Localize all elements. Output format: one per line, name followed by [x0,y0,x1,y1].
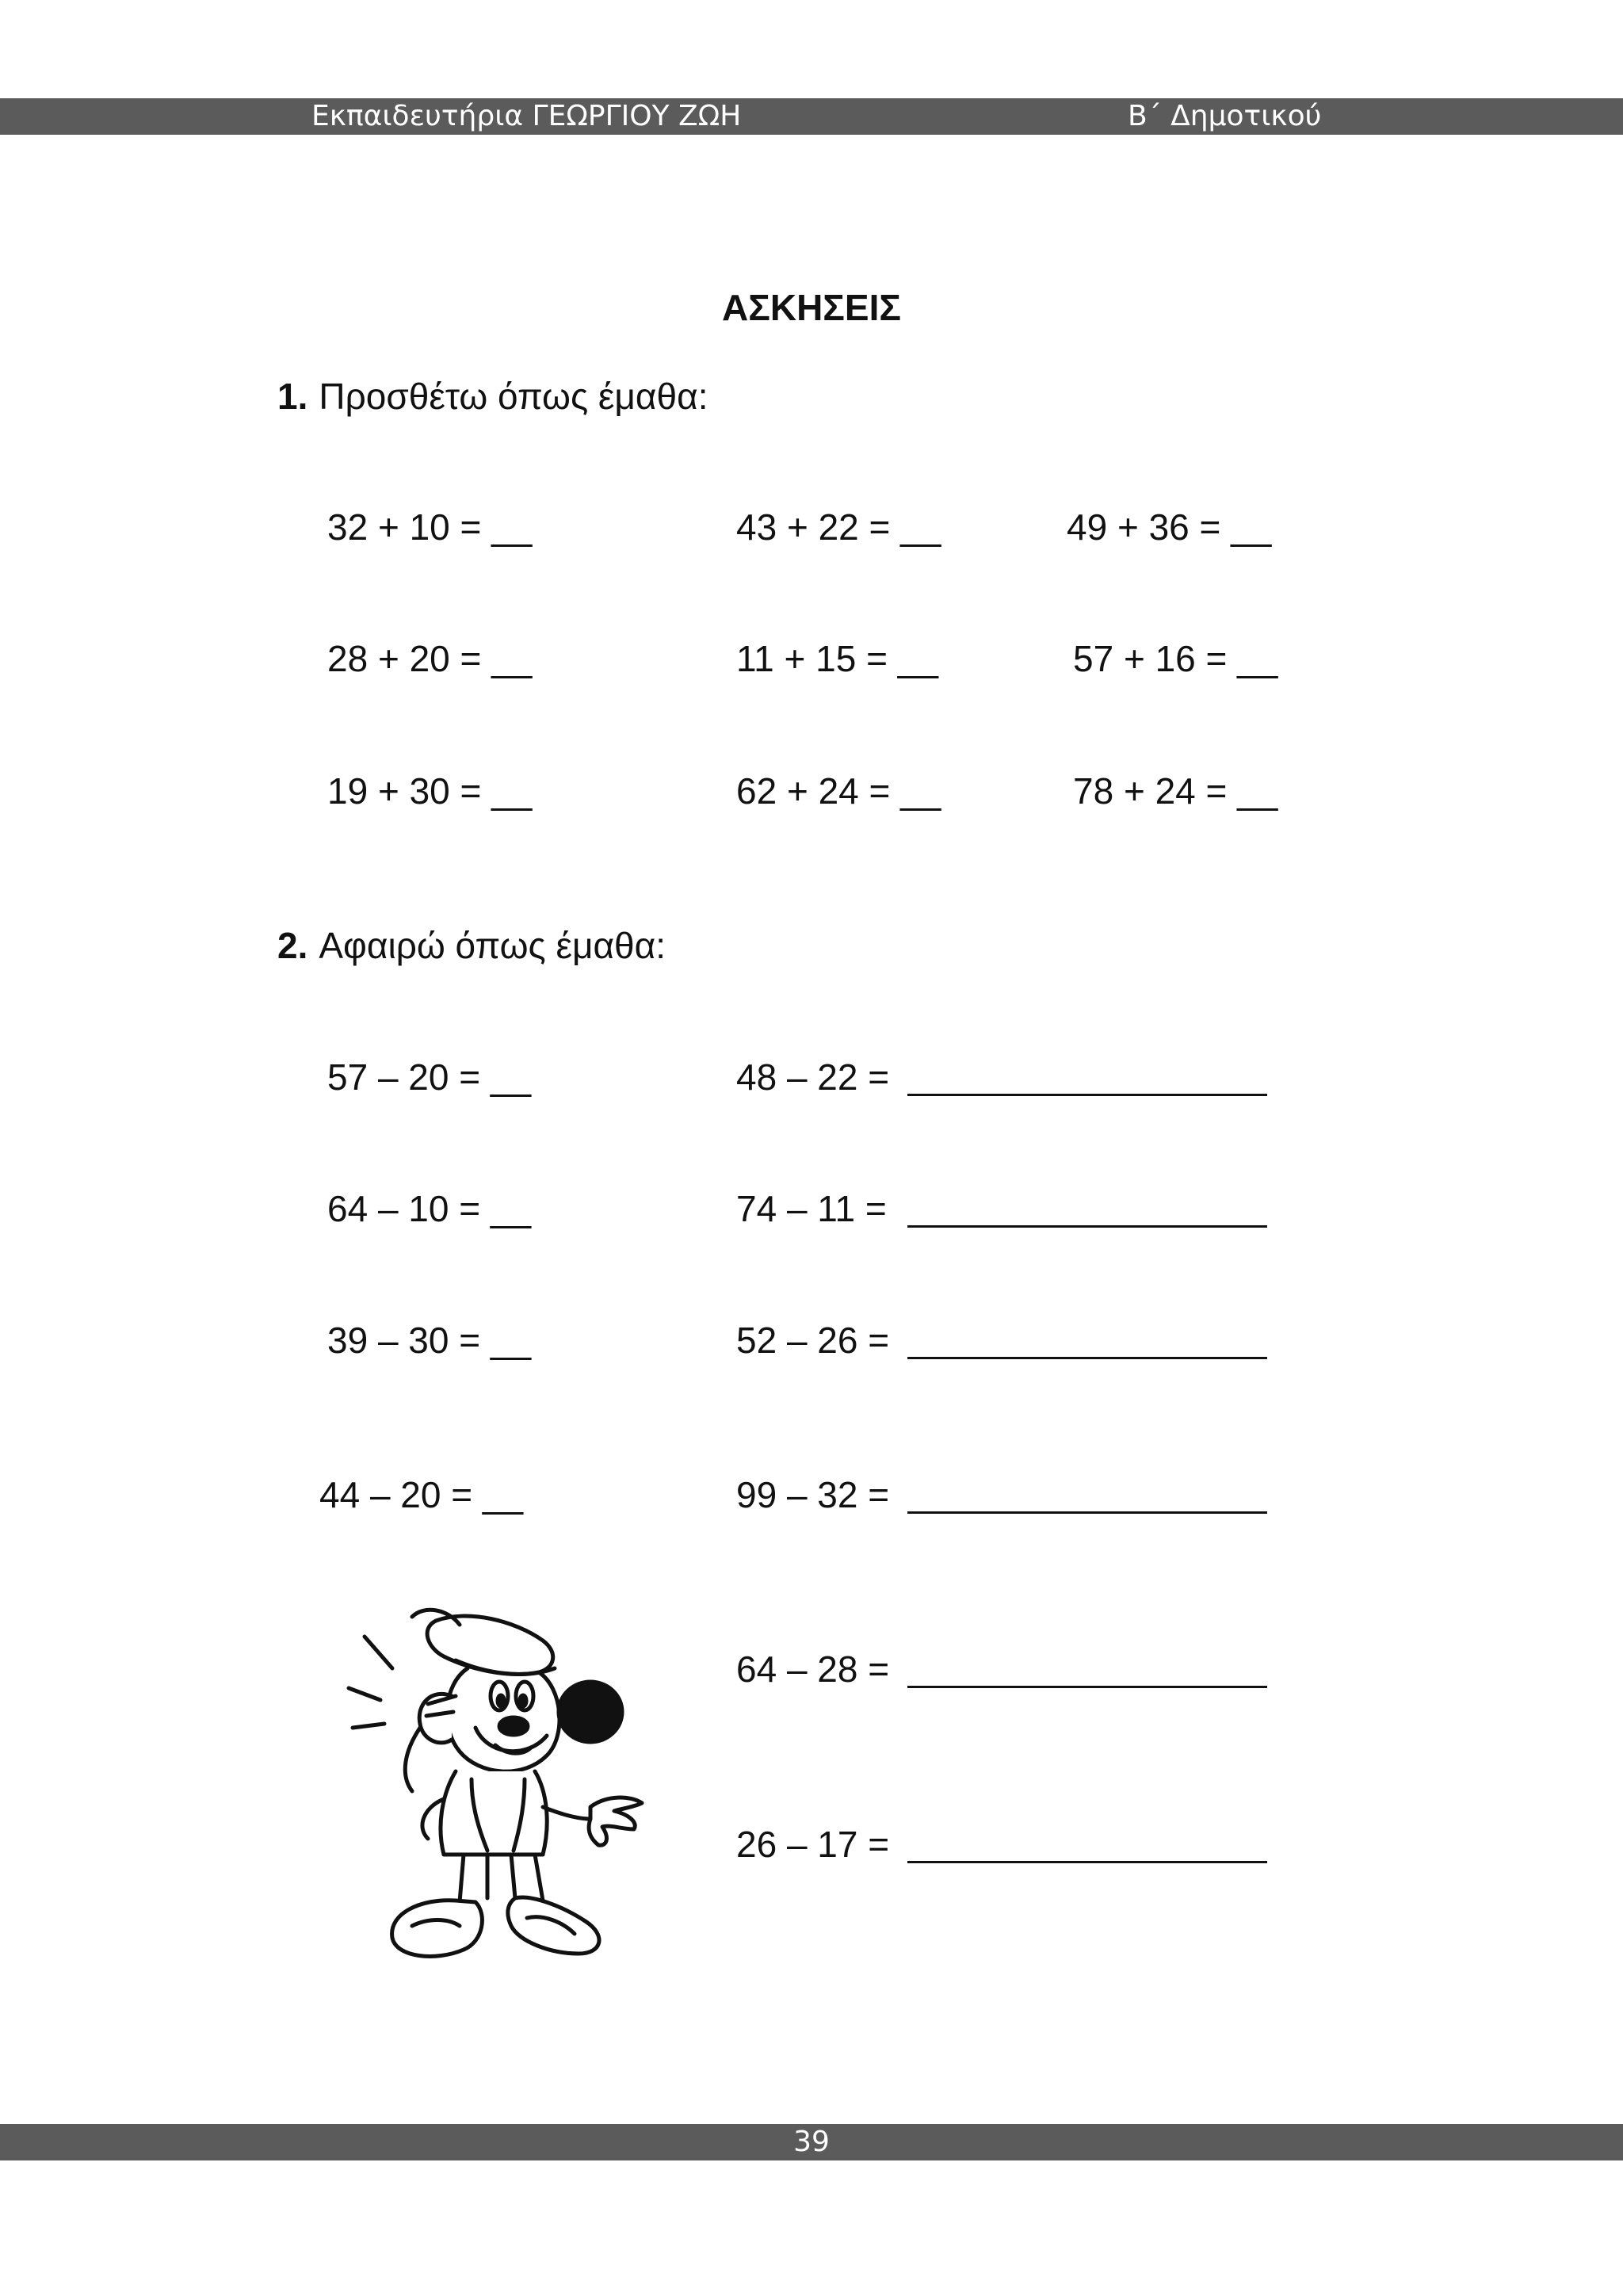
footer-bar [0,2124,1623,2160]
subtraction-problem: 39 – 30 = __ [327,1320,532,1361]
page-title: ΑΣΚΗΣΕΙΣ [722,287,901,328]
addition-problem: 49 + 36 = __ [1067,506,1272,548]
grade-label: Β΄ Δημοτικού [1128,100,1322,132]
exercise-1-heading [277,374,708,418]
answer-line[interactable] [907,1861,1267,1863]
exercise-1-number: 1. [277,376,308,417]
answer-line[interactable] [907,1225,1267,1228]
subtraction-problem: 64 – 28 = [736,1648,890,1690]
subtraction-problem: 64 – 10 = __ [327,1188,532,1229]
addition-problem: 19 + 30 = __ [327,770,533,812]
addition-problem: 32 + 10 = __ [327,506,533,548]
exercise-1-instruction: Προσθέτω όπως έμαθα: [319,376,708,417]
addition-problem: 28 + 20 = __ [327,638,533,679]
answer-line[interactable] [907,1686,1267,1688]
addition-problem: 57 + 16 = __ [1073,638,1278,679]
subtraction-problem: 26 – 17 = [736,1824,890,1865]
subtraction-problem: 48 – 22 = [736,1056,890,1098]
answer-line[interactable] [907,1357,1267,1359]
answer-line[interactable] [907,1094,1267,1096]
subtraction-problem: 57 – 20 = __ [327,1056,532,1098]
exercise-2-heading [277,923,666,968]
school-name: Εκπαιδευτήρια ΓΕΩΡΓΙΟΥ ΖΩΗ [311,100,742,132]
addition-problem: 43 + 22 = __ [736,506,941,548]
addition-problem: 62 + 24 = __ [736,770,941,812]
answer-line[interactable] [907,1511,1267,1514]
subtraction-problem: 99 – 32 = [736,1474,890,1515]
addition-problem: 11 + 15 = __ [736,638,938,679]
cartoon-mouse-illustration [317,1593,650,1966]
exercise-2-number: 2. [277,925,308,966]
header-bar [0,98,1623,135]
page-number: 39 [793,2126,830,2158]
subtraction-problem: 44 – 20 = __ [319,1474,524,1515]
subtraction-problem: 52 – 26 = [736,1320,890,1361]
subtraction-problem: 74 – 11 = [736,1188,887,1229]
addition-problem: 78 + 24 = __ [1073,770,1278,812]
exercise-2-instruction: Αφαιρώ όπως έμαθα: [319,925,666,966]
